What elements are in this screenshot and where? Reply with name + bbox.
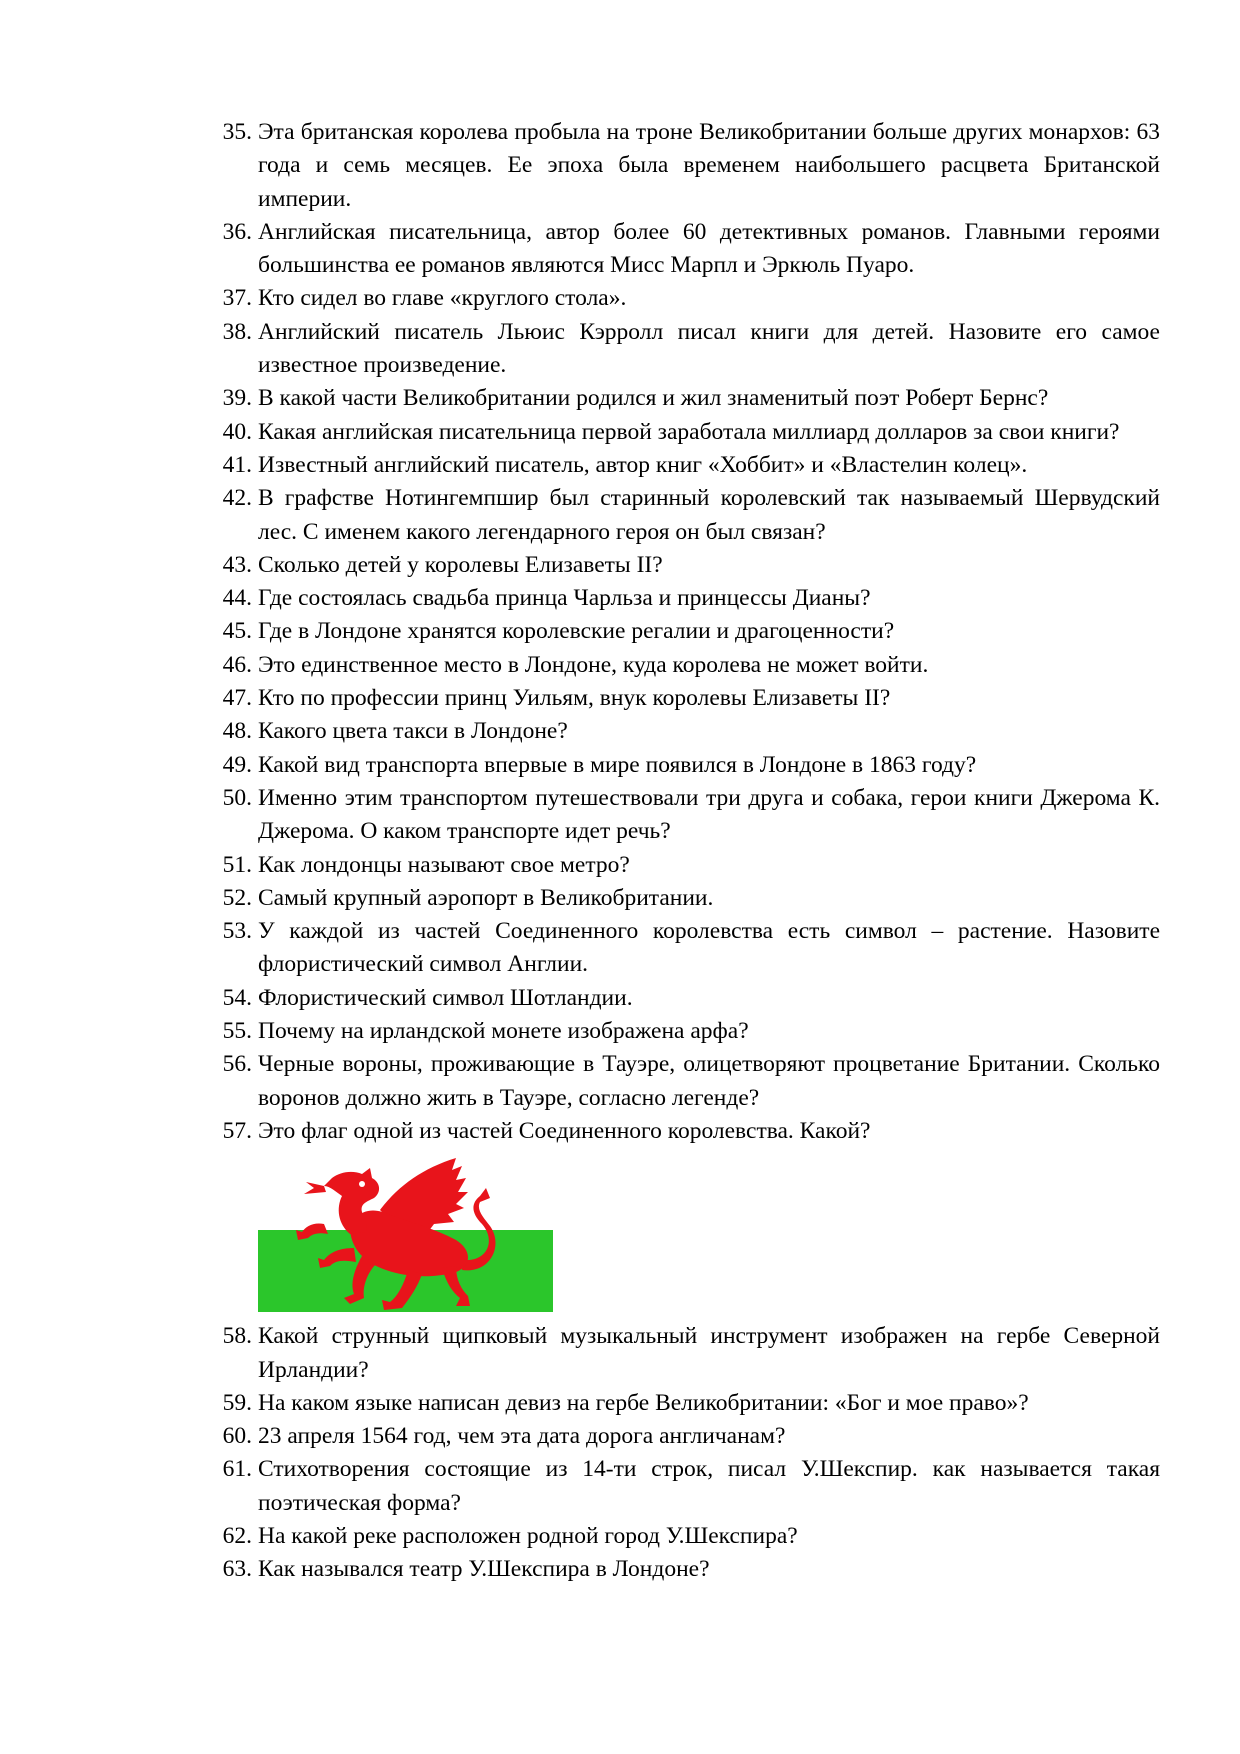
question-item bbox=[210, 482, 1160, 549]
question-text: Это единственное место в Лондоне, куда королева не может войти. bbox=[258, 651, 929, 678]
question-item bbox=[210, 682, 1160, 715]
question-item bbox=[210, 1387, 1160, 1420]
question-text: Именно этим транспортом путешествовали три друга и собака, герои книги Джерома К. Джерома. О каком транспорте идет речь? bbox=[258, 784, 1160, 845]
question-text: Где состоялась свадьба принца Чарльза и принцессы Дианы? bbox=[258, 585, 871, 612]
question-item bbox=[210, 849, 1160, 882]
question-text: Какой вид транспорта впервые в мире появился в Лондоне в 1863 году? bbox=[258, 751, 977, 778]
question-number: 46. bbox=[222, 651, 252, 678]
question-text: Эта британская королева пробыла на троне Великобритании больше других монархов: 63 года и семь месяцев. Ее эпоха была временем наибольшего расцвета Британской империи. bbox=[258, 119, 1160, 212]
question-item bbox=[210, 749, 1160, 782]
question-text: Черные вороны, проживающие в Тауэре, олицетворяют процветание Британии. Сколько воронов должно жить в Тауэре, согласно легенде? bbox=[258, 1051, 1160, 1111]
question-number: 62. bbox=[222, 1522, 252, 1549]
question-item bbox=[210, 882, 1160, 915]
question-text: В какой части Великобритании родился и жил знаменитый поэт Роберт Бернс? bbox=[258, 385, 1049, 412]
question-text: Где в Лондоне хранятся королевские регалии и драгоценности? bbox=[258, 618, 895, 645]
question-number: 52. bbox=[222, 884, 252, 911]
question-number: 41. bbox=[222, 451, 252, 478]
question-text: Английский писатель Льюис Кэрролл писал книги для детей. Назовите его самое известное произведение. bbox=[258, 318, 1160, 379]
question-text: Английская писательница, автор более 60 детективных романов. Главными героями большинства ее романов являются Мисс Марпл и Эркюль Пуаро. bbox=[258, 218, 1160, 279]
question-number: 63. bbox=[222, 1556, 252, 1583]
question-item bbox=[210, 615, 1160, 648]
question-item bbox=[210, 1453, 1160, 1520]
question-number: 58. bbox=[222, 1323, 252, 1350]
question-number: 55. bbox=[222, 1018, 252, 1045]
question-text: На каком языке написан девиз на гербе Великобритании: «Бог и мое право»? bbox=[258, 1389, 1029, 1416]
question-item bbox=[210, 982, 1160, 1015]
question-number: 60. bbox=[222, 1423, 252, 1450]
question-text: Какой струнный щипковый музыкальный инструмент изображен на гербе Северной Ирландии? bbox=[258, 1323, 1160, 1383]
question-number: 44. bbox=[222, 585, 252, 612]
question-number: 54. bbox=[222, 984, 252, 1011]
question-item bbox=[210, 282, 1160, 315]
question-number: 61. bbox=[222, 1456, 252, 1483]
question-number: 36. bbox=[222, 218, 252, 245]
question-text: Сколько детей у королевы Елизаветы II? bbox=[258, 551, 663, 578]
question-number: 50. bbox=[222, 784, 252, 811]
question-number: 47. bbox=[222, 685, 252, 712]
question-number: 48. bbox=[222, 718, 252, 745]
question-item bbox=[210, 715, 1160, 748]
question-item bbox=[210, 549, 1160, 582]
question-item bbox=[210, 915, 1160, 982]
question-item bbox=[210, 1320, 1160, 1387]
question-item bbox=[210, 116, 1160, 216]
question-number: 40. bbox=[222, 418, 252, 445]
question-item bbox=[210, 1048, 1160, 1115]
question-number: 42. bbox=[222, 485, 252, 512]
question-number: 53. bbox=[222, 918, 252, 945]
question-text: Кто сидел во главе «круглого стола». bbox=[258, 285, 627, 312]
question-text: Известный английский писатель, автор книг «Хоббит» и «Властелин колец». bbox=[258, 451, 1028, 478]
welsh-dragon-flag-icon bbox=[258, 1152, 553, 1312]
question-number: 35. bbox=[222, 119, 252, 145]
question-item bbox=[210, 1115, 1160, 1148]
welsh-flag bbox=[258, 1152, 553, 1312]
question-item bbox=[210, 782, 1160, 849]
question-item bbox=[210, 649, 1160, 682]
question-number: 57. bbox=[222, 1117, 252, 1144]
question-number: 59. bbox=[222, 1389, 252, 1416]
question-number: 56. bbox=[222, 1051, 252, 1078]
question-number: 49. bbox=[222, 751, 252, 778]
question-text: Какого цвета такси в Лондоне? bbox=[258, 718, 568, 745]
question-text: 23 апреля 1564 год, чем эта дата дорога англичанам? bbox=[258, 1423, 786, 1450]
question-number: 38. bbox=[222, 318, 252, 345]
question-item bbox=[210, 1553, 1160, 1586]
question-item bbox=[210, 449, 1160, 482]
question-text: Флористический символ Шотландии. bbox=[258, 984, 633, 1011]
question-text: Какая английская писательница первой заработала миллиард долларов за свои книги? bbox=[258, 418, 1120, 445]
question-item bbox=[210, 1520, 1160, 1553]
question-text: На какой реке расположен родной город У.Шекспира? bbox=[258, 1522, 798, 1549]
question-group-b bbox=[210, 1320, 1160, 1586]
question-item bbox=[210, 582, 1160, 615]
question-text: Это флаг одной из частей Соединенного королевства. Какой? bbox=[258, 1117, 871, 1144]
question-item bbox=[210, 216, 1160, 283]
question-text: Как лондонцы называют свое метро? bbox=[258, 851, 630, 878]
question-text: Самый крупный аэропорт в Великобритании. bbox=[258, 884, 714, 911]
question-number: 51. bbox=[222, 851, 252, 878]
question-text: Как назывался театр У.Шекспира в Лондоне? bbox=[258, 1556, 710, 1583]
question-text: У каждой из частей Соединенного королевства есть символ – растение. Назовите флористический символ Англии. bbox=[258, 918, 1160, 978]
question-number: 39. bbox=[222, 385, 252, 412]
question-item bbox=[210, 1420, 1160, 1453]
question-group-a bbox=[210, 116, 1160, 1148]
question-item bbox=[210, 316, 1160, 383]
question-list bbox=[210, 116, 1160, 1587]
question-item bbox=[210, 382, 1160, 415]
question-text: Кто по профессии принц Уильям, внук королевы Елизаветы II? bbox=[258, 685, 891, 712]
question-item bbox=[210, 1015, 1160, 1048]
question-text: Стихотворения состоящие из 14-ти строк, писал У.Шекспир. как называется такая поэтическая форма? bbox=[258, 1456, 1160, 1516]
question-number: 43. bbox=[222, 551, 252, 578]
question-number: 45. bbox=[222, 618, 252, 645]
question-item bbox=[210, 416, 1160, 449]
question-text: В графстве Нотингемпшир был старинный королевский так называемый Шервудский лес. С именем какого легендарного героя он был связан? bbox=[258, 485, 1160, 545]
question-number: 37. bbox=[222, 285, 252, 312]
question-text: Почему на ирландской монете изображена арфа? bbox=[258, 1018, 749, 1045]
